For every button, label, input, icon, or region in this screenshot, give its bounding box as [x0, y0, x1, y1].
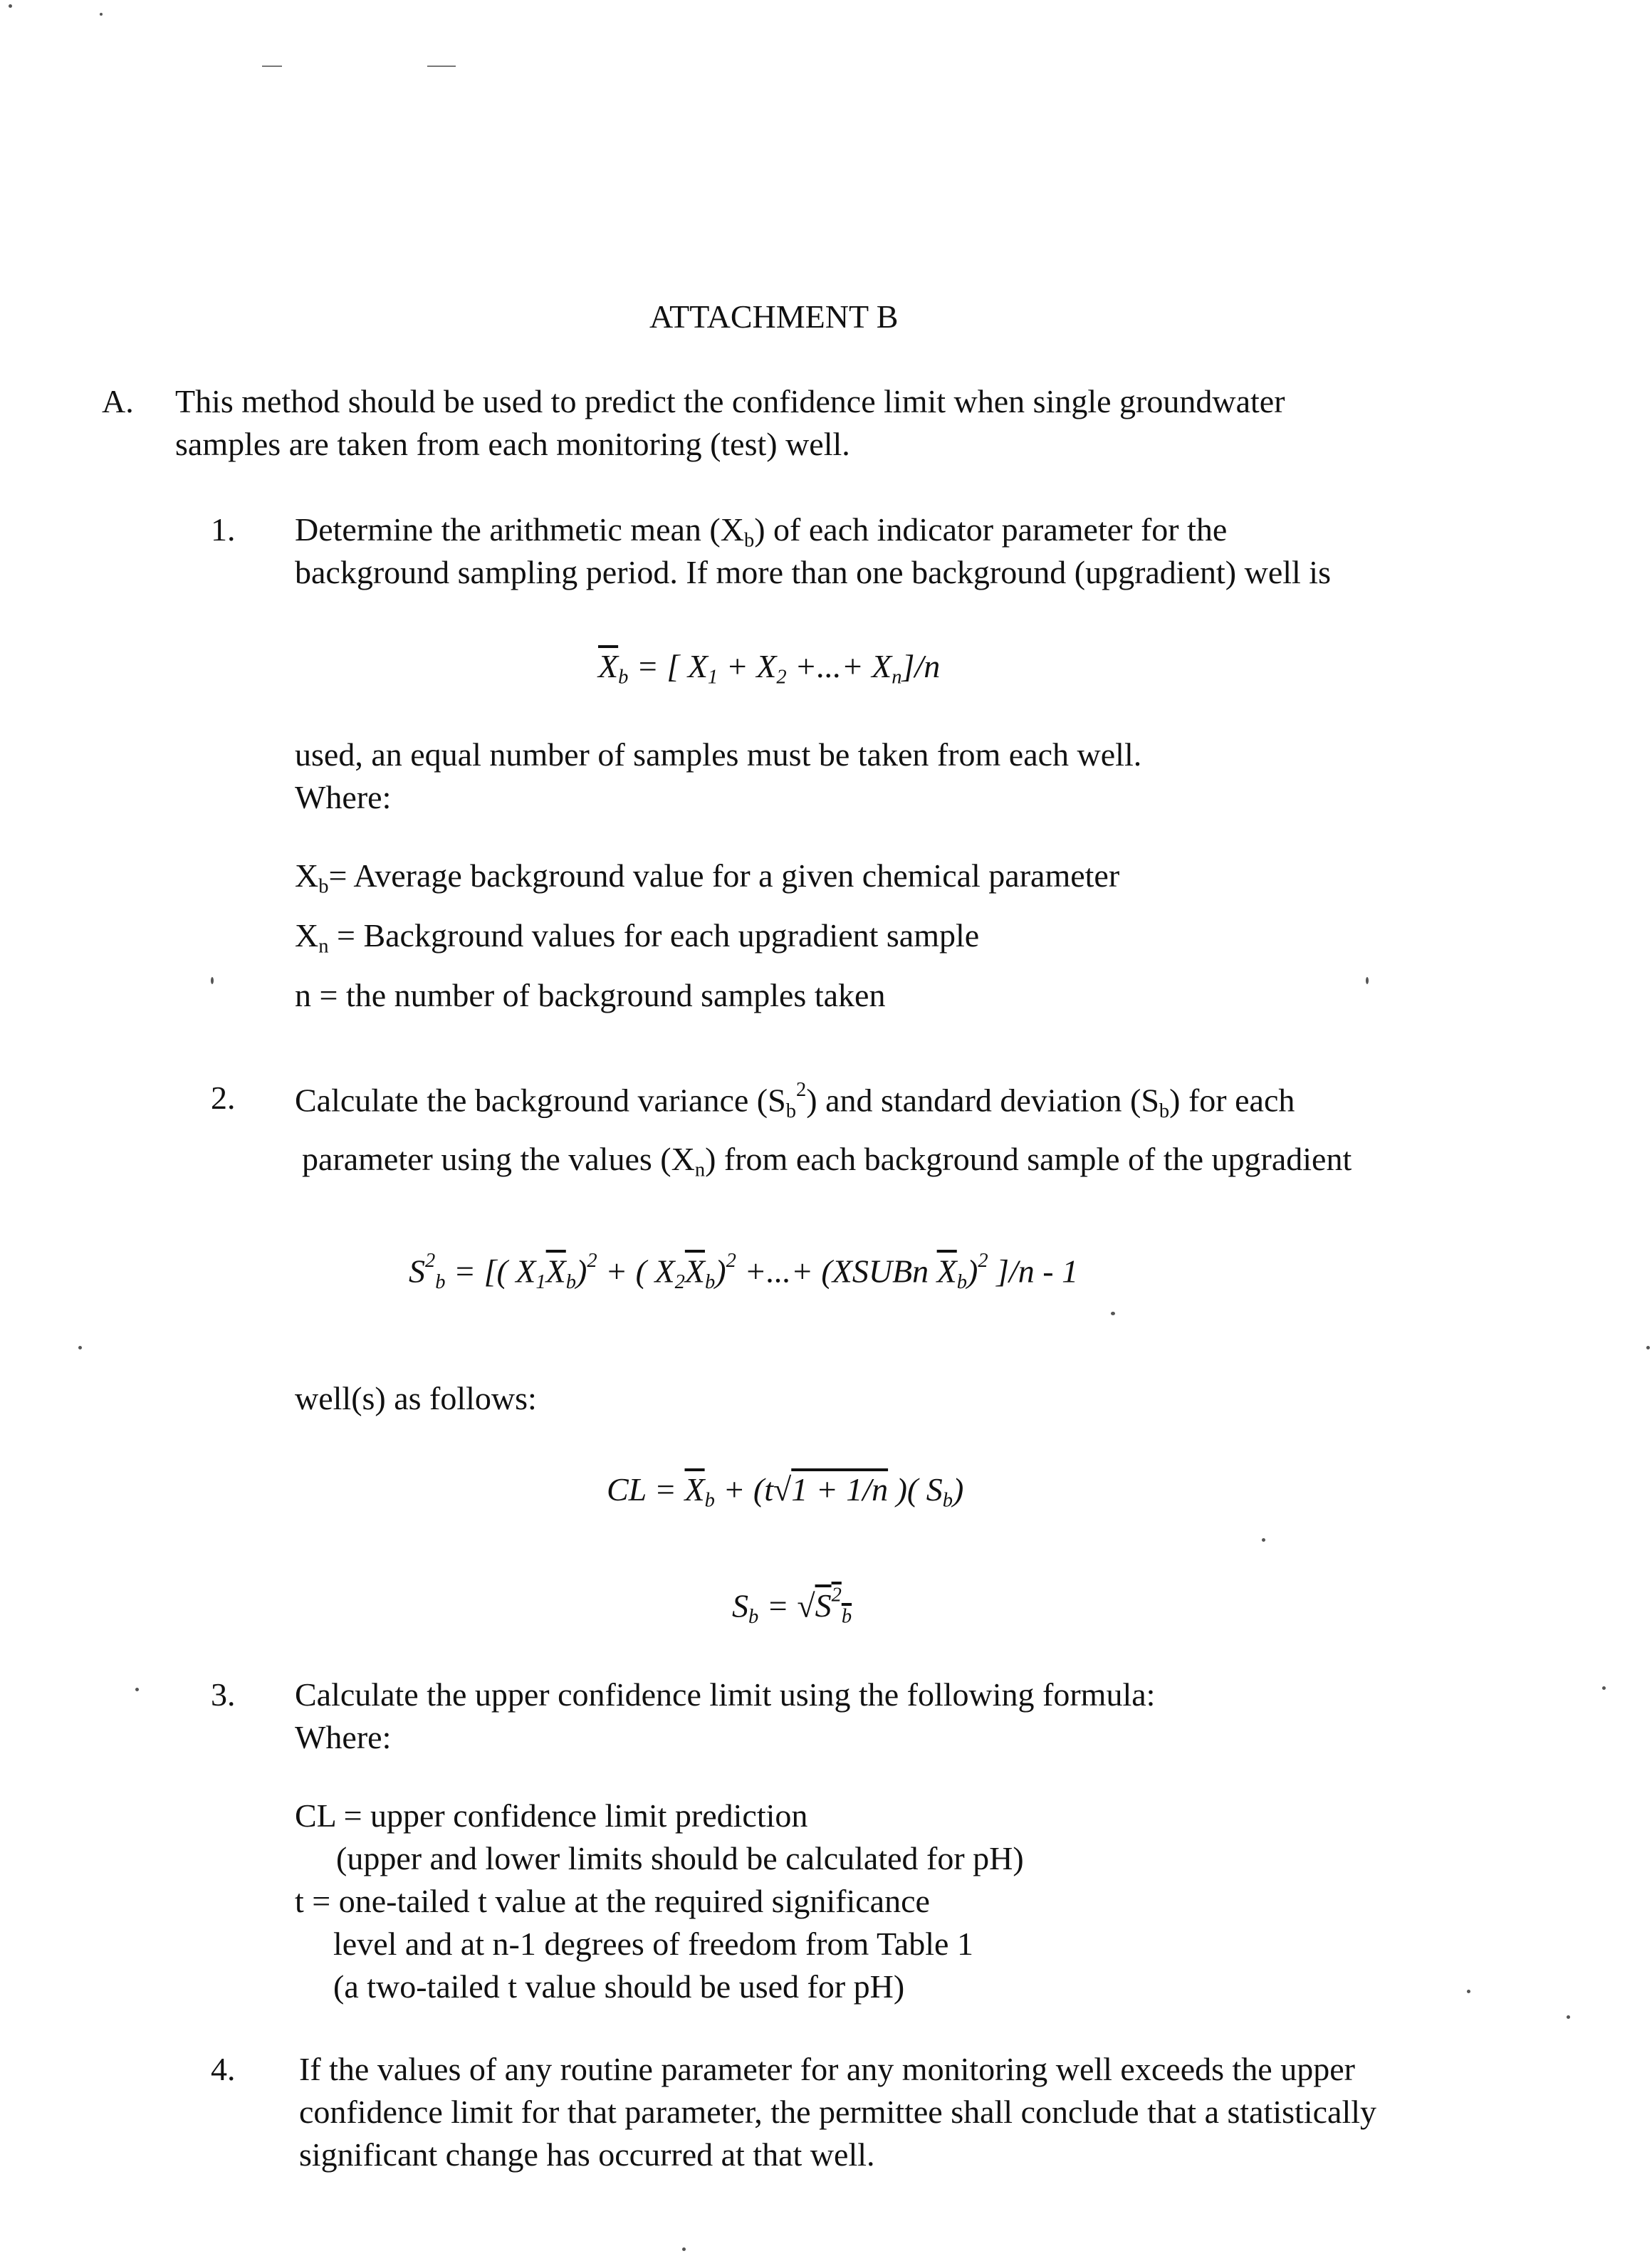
scan-speck: [9, 4, 12, 8]
scan-mark: [262, 66, 282, 67]
item-2-number: 2.: [211, 1080, 236, 1116]
section-a-label: A.: [102, 383, 134, 419]
scan-speck: [211, 977, 214, 984]
definition-t-note: (a two-tailed t value should be used for pH): [333, 1968, 905, 2005]
std-dev-formula: $S_b = √S^2_b$: [732, 1584, 852, 1628]
confidence-limit-formula: CL = $\overline{X}_b + (t√1 + 1/n$ )( $S_b$): [607, 1471, 964, 1512]
section-a-text: This method should be used to predict the confidence limit when single groundwater: [175, 383, 1285, 419]
item-4-text: If the values of any routine parameter for any monitoring well exceeds the upper: [299, 2051, 1355, 2087]
scan-mark: [427, 66, 456, 67]
scan-speck: [78, 1346, 82, 1349]
definition-cl-note: (upper and lower limits should be calculated for pH): [336, 1840, 1024, 1876]
item-1-text: background sampling period. If more than one background (upgradient) well is: [295, 554, 1331, 590]
item-2-text: well(s) as follows:: [295, 1380, 537, 1416]
page-title: ATTACHMENT B: [649, 298, 899, 335]
scan-speck: [1646, 1346, 1650, 1349]
scan-speck: [1567, 2015, 1570, 2019]
scan-speck: [682, 2247, 686, 2251]
item-2-text: parameter using the values $(X_n)$ from each background sample of the upgradient: [302, 1141, 1352, 1181]
where-label: Where:: [295, 1719, 392, 1755]
section-a-text: samples are taken from each monitoring (test) well.: [175, 426, 850, 462]
item-1-text: Determine the arithmetic mean $(X_b)$ of each indicator parameter for the: [295, 511, 1228, 552]
scan-speck: [1262, 1538, 1265, 1542]
item-2-text: Calculate the background variance $(S_b^2)$ and standard deviation $(S_b)$ for each: [295, 1079, 1295, 1122]
item-1-text: used, an equal number of samples must be taken from each well.: [295, 736, 1142, 773]
scan-speck: [1111, 1312, 1115, 1315]
scan-speck: [1366, 977, 1369, 984]
scan-speck: [1467, 1990, 1470, 1993]
variance-formula: $S^2_b$ = [( $X_1\overline{X}_b)^2$ + ( $X_2\overline{X}_b)^2$ +...+ (XSUBn $\overline{X}_b)^2$ ]/n - 1: [409, 1250, 1079, 1293]
scan-speck: [135, 1688, 139, 1691]
item-4-number: 4.: [211, 2051, 236, 2087]
item-3-number: 3.: [211, 1676, 236, 1713]
item-3-text: Calculate the upper confidence limit using the following formula:: [295, 1676, 1156, 1713]
item-4-text: significant change has occurred at that well.: [299, 2136, 875, 2173]
item-1-number: 1.: [211, 511, 236, 548]
scan-speck: [100, 13, 103, 16]
definition-t: t = one-tailed t value at the required significance: [295, 1883, 930, 1919]
definition-xn: $X_n$ = Background values for each upgradient sample: [295, 917, 980, 958]
definition-cl: CL = upper confidence limit prediction: [295, 1797, 808, 1834]
definition-n: n = the number of background samples taken: [295, 977, 886, 1013]
mean-formula: $\overline{X}_b$ = [ $X_1 + X_2$ +...+ $X_n]/n$: [598, 648, 941, 689]
definition-t-cont: level and at n-1 degrees of freedom from Table 1: [333, 1926, 973, 1962]
scan-speck: [1602, 1686, 1606, 1690]
definition-xb: $X_b=$ Average background value for a given chemical parameter: [295, 857, 1120, 898]
item-4-text: confidence limit for that parameter, the permittee shall conclude that a statistically: [299, 2094, 1377, 2130]
where-label: Where:: [295, 779, 392, 815]
